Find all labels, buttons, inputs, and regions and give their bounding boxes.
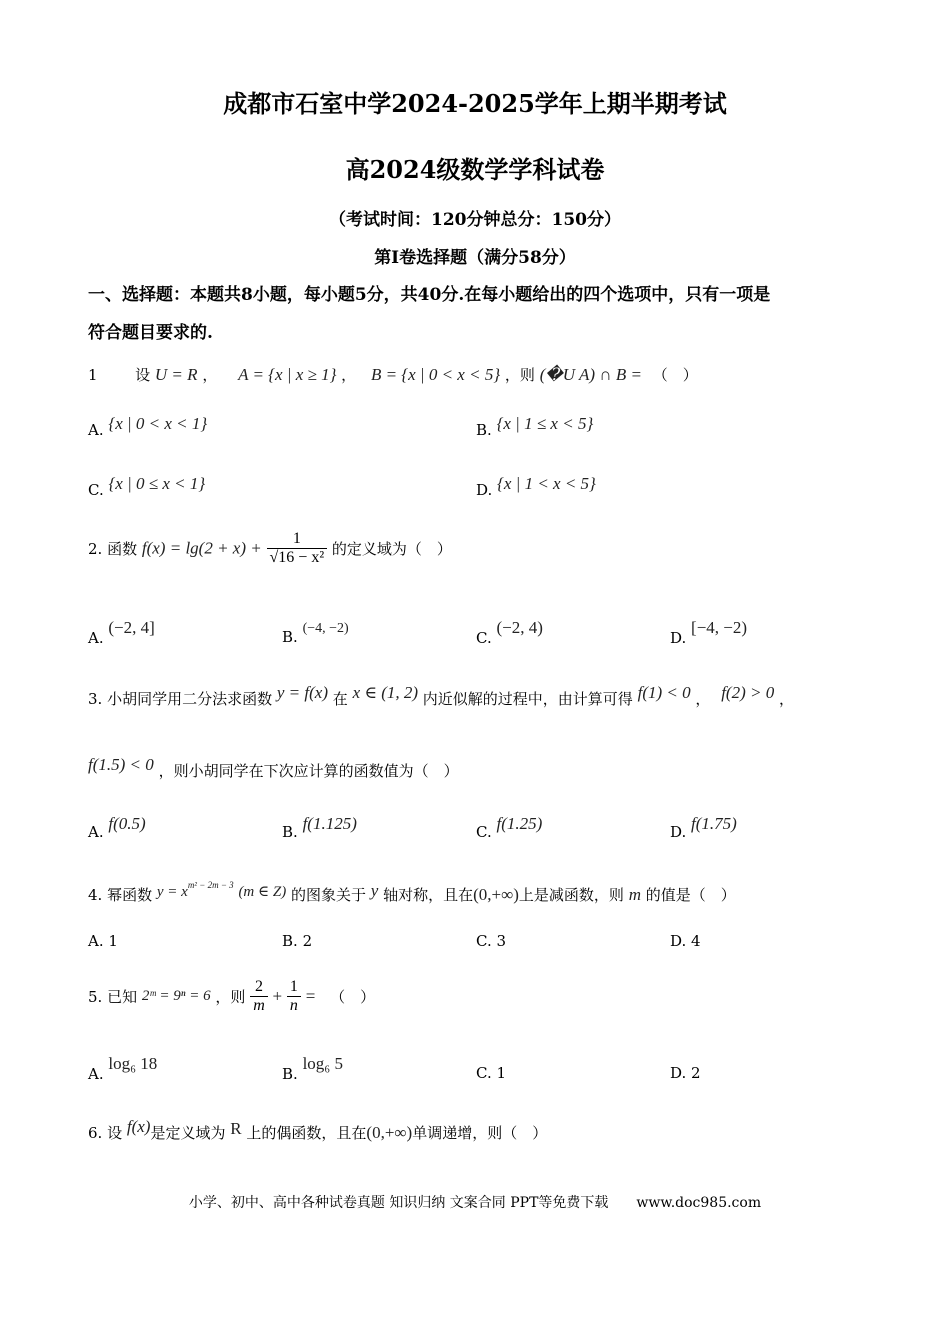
q4-interval: (0,+∞): [473, 885, 519, 904]
option-label: C.: [476, 823, 492, 841]
question-3: [88, 683, 795, 709]
exam-title: 成都市石室中学2024-2025学年上期半期考试: [223, 89, 727, 118]
option-math: 3: [496, 932, 507, 950]
q3-post: ，则小胡同学在下次应计算的函数值为（ ）: [158, 762, 459, 780]
question-2: [88, 530, 452, 567]
question-3-cont: [88, 755, 459, 781]
q5-eq: =: [305, 986, 316, 1006]
q4-post: 的值是（ ）: [645, 886, 736, 904]
option-math: log₆ 5: [302, 1054, 343, 1073]
q2-option-c: [476, 618, 543, 648]
q1-expr: (�U A) ∩ B =: [539, 365, 642, 384]
q1-option-d: [476, 474, 596, 500]
q3-sep2: ，: [779, 690, 795, 708]
q5-option-c: [476, 1064, 506, 1082]
q4-cond: (m ∈ Z): [238, 884, 287, 900]
q1-option-b: [476, 414, 594, 440]
q2-expr: f(x) = lg(2 + x) +: [141, 538, 262, 558]
option-math: log₆ 18: [108, 1054, 158, 1073]
option-math: {x | 0 < x < 1}: [108, 414, 208, 433]
option-label: B.: [282, 628, 298, 646]
q3-mid2: 内近似解的过程中，由计算可得: [422, 690, 633, 708]
q6-pre: 6. 设: [88, 1124, 123, 1142]
option-math: f(1.125): [302, 814, 357, 833]
q4-exponent: m² − 2m − 3: [187, 880, 234, 890]
q5-mid: ，则: [215, 988, 246, 1006]
option-math: f(1.25): [496, 814, 543, 833]
q3-x: x ∈ (1, 2): [352, 683, 419, 702]
q3-option-c: [476, 814, 543, 842]
q6-f: f(x): [126, 1117, 151, 1136]
q1-U: U = R: [154, 365, 198, 384]
option-math: (−2, 4): [496, 618, 543, 637]
q3-f: y = f(x): [276, 683, 328, 702]
q1-number: 1: [88, 366, 98, 384]
q4-option-b: [282, 932, 312, 950]
question-6: [88, 1117, 548, 1143]
option-label: B.: [282, 932, 298, 950]
q6-interval: (0,+∞): [366, 1123, 413, 1142]
option-label: B.: [476, 421, 492, 439]
q3-f2: f(2) > 0: [721, 683, 775, 702]
option-math: 1: [108, 932, 118, 950]
option-math: 2: [302, 932, 313, 950]
option-label: A.: [88, 421, 104, 439]
q3-pre: 3. 小胡同学用二分法求函数: [88, 690, 273, 708]
option-math: (−4, −2): [302, 621, 349, 636]
q4-expr: y = x: [156, 884, 188, 900]
option-label: D.: [670, 629, 687, 647]
q1-paren: （ ）: [652, 366, 698, 384]
q1-A: A = {x | x ≥ 1}: [238, 365, 337, 384]
q5-frac2-num: 1: [287, 978, 301, 997]
question-5: [88, 978, 375, 1015]
q1-B: B = {x | 0 < x < 5}: [370, 365, 501, 384]
part-heading: 第I卷选择题（满分58分）: [374, 248, 576, 268]
q2-pre: 2. 函数: [88, 540, 138, 558]
option-label: C.: [476, 1064, 492, 1082]
q4-mid: 的图象关于: [291, 886, 367, 904]
option-label: B.: [282, 823, 298, 841]
exam-info: （考试时间：120分钟总分：150分）: [329, 210, 621, 230]
option-label: C.: [476, 629, 492, 647]
option-label: C.: [476, 932, 492, 950]
option-label: B.: [282, 1065, 298, 1083]
option-math: f(0.5): [108, 814, 146, 833]
option-math: 1: [496, 1064, 507, 1082]
q3-mid1: 在: [332, 690, 348, 708]
q4-pre: 4. 幂函数: [88, 886, 153, 904]
section-heading-line1: 一、选择题：本题共8小题，每小题5分，共40分.在每小题给出的四个选项中，只有一项是: [88, 285, 771, 305]
option-math: 2: [691, 1064, 701, 1082]
q4-option-a: [88, 932, 118, 950]
q5-option-b: [282, 1054, 343, 1084]
option-math: (−2, 4]: [108, 618, 155, 637]
paper-title: 高2024级数学学科试卷: [345, 155, 605, 184]
q5-plus: +: [272, 986, 283, 1006]
q1-option-c: [88, 474, 206, 500]
option-label: D.: [670, 932, 687, 950]
q2-option-d: [670, 618, 748, 648]
question-4: [88, 880, 736, 905]
q1-sep1: ，: [202, 366, 218, 384]
q5-frac1: [250, 978, 268, 1015]
option-math: f(1.75): [691, 814, 737, 833]
q5-expr: 2ᵐ = 9ⁿ = 6: [141, 988, 211, 1004]
option-label: A.: [88, 932, 104, 950]
page-footer: 小学、初中、高中各种试卷真题 知识归纳 文案合同 PPT等免费下载 www.doc985.com: [188, 1195, 762, 1211]
q4-m: m: [628, 885, 641, 904]
q6-R: R: [230, 1119, 242, 1138]
option-label: D.: [670, 823, 687, 841]
q3-f1: f(1) < 0: [637, 683, 691, 702]
option-label: C.: [88, 481, 104, 499]
option-math: 4: [691, 932, 701, 950]
q2-fraction: [267, 530, 328, 567]
q3-f3: f(1.5) < 0: [88, 755, 154, 774]
option-label: A.: [88, 1065, 104, 1083]
option-label: D.: [670, 1064, 687, 1082]
q3-option-a: [88, 814, 146, 842]
question-1: [88, 364, 698, 385]
q1-sep2: ，: [341, 366, 357, 384]
q2-option-b: [282, 621, 349, 647]
q1-sep3: ，则: [504, 366, 535, 384]
q2-option-a: [88, 618, 155, 648]
q5-frac1-den: m: [253, 997, 265, 1014]
option-label: D.: [476, 481, 493, 499]
q4-y: y: [370, 881, 379, 900]
option-math: {x | 1 ≤ x < 5}: [496, 414, 594, 433]
q4-mid3: 上是减函数，则: [518, 886, 624, 904]
q1-pre: 设: [135, 366, 151, 384]
option-math: {x | 0 ≤ x < 1}: [108, 474, 206, 493]
q2-post: 的定义域为（ ）: [331, 540, 452, 558]
q5-paren: （ ）: [330, 988, 376, 1006]
section-heading-line2: 符合题目要求的.: [88, 323, 213, 343]
q5-option-a: [88, 1054, 158, 1084]
q2-frac-den: √16 − x²: [269, 549, 325, 566]
q5-frac1-num: 2: [250, 978, 268, 997]
q3-option-b: [282, 814, 357, 842]
q6-mid: 是定义域为: [150, 1124, 226, 1142]
q1-option-a: [88, 414, 208, 440]
option-math: {x | 1 < x < 5}: [497, 474, 596, 493]
q3-option-d: [670, 814, 737, 842]
q6-mid2: 上的偶函数，且在: [246, 1124, 367, 1142]
q6-post: 单调递增，则（ ）: [412, 1124, 548, 1142]
q4-option-d: [670, 932, 701, 950]
option-label: A.: [88, 823, 104, 841]
q4-mid2: 轴对称，且在: [383, 886, 474, 904]
option-label: A.: [88, 629, 104, 647]
q2-frac-num: 1: [267, 530, 328, 549]
option-math: [−4, −2): [691, 618, 748, 637]
q5-pre: 5. 已知: [88, 988, 138, 1006]
q4-option-c: [476, 932, 506, 950]
q3-sep: ，: [695, 690, 711, 708]
q5-option-d: [670, 1064, 701, 1082]
q5-frac2-den: n: [289, 997, 298, 1014]
q5-frac2: [287, 978, 301, 1015]
